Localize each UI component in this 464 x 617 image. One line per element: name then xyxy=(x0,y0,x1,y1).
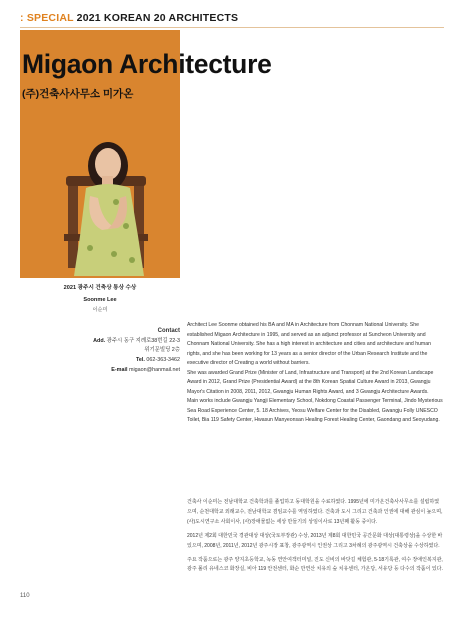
contact-tel-value: 062-363-3462 xyxy=(146,357,180,363)
section-header-special: : SPECIAL xyxy=(20,12,74,24)
header-divider xyxy=(20,27,444,28)
english-biography xyxy=(187,321,443,426)
contact-tel-label: Tel. xyxy=(136,357,145,363)
section-header-title: 2021 KOREAN 20 ARCHITECTS xyxy=(73,12,239,24)
contact-email-value: migaon@hanmail.net xyxy=(128,367,180,373)
portrait-photo-icon xyxy=(56,136,156,278)
korean-paragraph: 건축사 이순미는 전남대학교 건축학과를 졸업하고 동대학원을 수료하였다. 1995년에 미가온건축사사무소를 설립하였으며, 순천대학교 외래교수, 전남대학교 겸임교수를 역임하였다. 건축과 도시 그리고 건축과 인권에 대해 관심이 높으며, (사)도시연구소 사회이사, (사)장애물없는 세상 만들기의 상임이사로 13년째 활동 중이다. xyxy=(187,499,443,525)
korean-biography xyxy=(187,498,443,579)
page-title: Migaon Architecture xyxy=(22,49,272,79)
korean-paragraph: 2012년 제2회 대한민국 경관대상 대상(국토부장관) 수상, 2013년 제8회 대한민국 공간문화 대상(대통령상)을 수상한 바 있으며, 2008년, 2011년, 2012년 광주시장 표창, 광주광역시 인권상 그리고 3차례의 광주광역시 건축상을 수상하였다. xyxy=(187,532,443,549)
contact-email xyxy=(20,366,180,375)
english-paragraph: She was awarded Grand Prize (Minister of Land, Infrastructure and Transport) at the 2nd Korean Landscape Award in 2012, Grand Prize (Presidential Award) at the 8th Korean Spatial Culture Award in 2013, Gwangju Mayor's Citation in 2008, 2011, 2012, Gwangju Human Rights Award, and 3 Gwangju Architecture Awards. xyxy=(187,369,434,395)
contact-tel xyxy=(20,356,180,365)
korean-paragraph: 주요 작품으로는 광주 양지초등학교, 녹동 연안여객터미널, 진도 신비의 바닷길 체험관, 5·18기록관, 여수 장애인복지관, 광주 폴리 유네스코 화장실, 비아 119 안전센터, 화순 만연산 치유의 숲 치유센터, 가온당, 서유당 등 다수의 작품이 있다. xyxy=(187,556,443,573)
contact-title: Contact xyxy=(157,328,180,334)
contact-address-line2: 위기문빌딩 2층 xyxy=(144,347,180,353)
english-paragraph: Main works include Gwangju Yangji Elementary School, Nokdong Coastal Passenger Terminal, Jindo Mysterious Sea Road Experience Center, 5. 18 Archives, Yeosu Welfare Center for the Disabled, Gwangju Folly UNESCO Toilet, Bia 119 Safety Center, Hwasun Manyeonsan Healing Forest Healing Center, Gaondang and Seoyudang. xyxy=(187,398,443,424)
contact-address xyxy=(20,337,180,346)
contact-address-label: Add. xyxy=(93,338,106,344)
page-subtitle: (주)건축사사무소 미가온 xyxy=(22,88,134,100)
english-paragraph: Architect Lee Soonme obtained his BA and MA in Architecture from Chonnam National University. She established Migaon Architecture in 1995, and served as an adjunct professor at Suncheon University and Chonnam National University. She has a high interest in architecture and cities and architecture and human rights, and she has been working for 13 years as a senior director of the Urban Research Institute and the executive director of Creating a world without barriers. xyxy=(187,322,431,367)
architect-name-ko: 이순미 xyxy=(92,307,108,313)
section-header xyxy=(20,12,238,24)
award-caption: 2021 광주시 건축상 통상 수상 xyxy=(63,285,137,291)
architect-name-en: Soonme Lee xyxy=(83,297,117,303)
page-number: 110 xyxy=(20,593,30,599)
contact-email-label: E-mail xyxy=(111,367,128,373)
contact-address-line1: 광주시 동구 지례로38번길 22-3 xyxy=(106,338,180,344)
